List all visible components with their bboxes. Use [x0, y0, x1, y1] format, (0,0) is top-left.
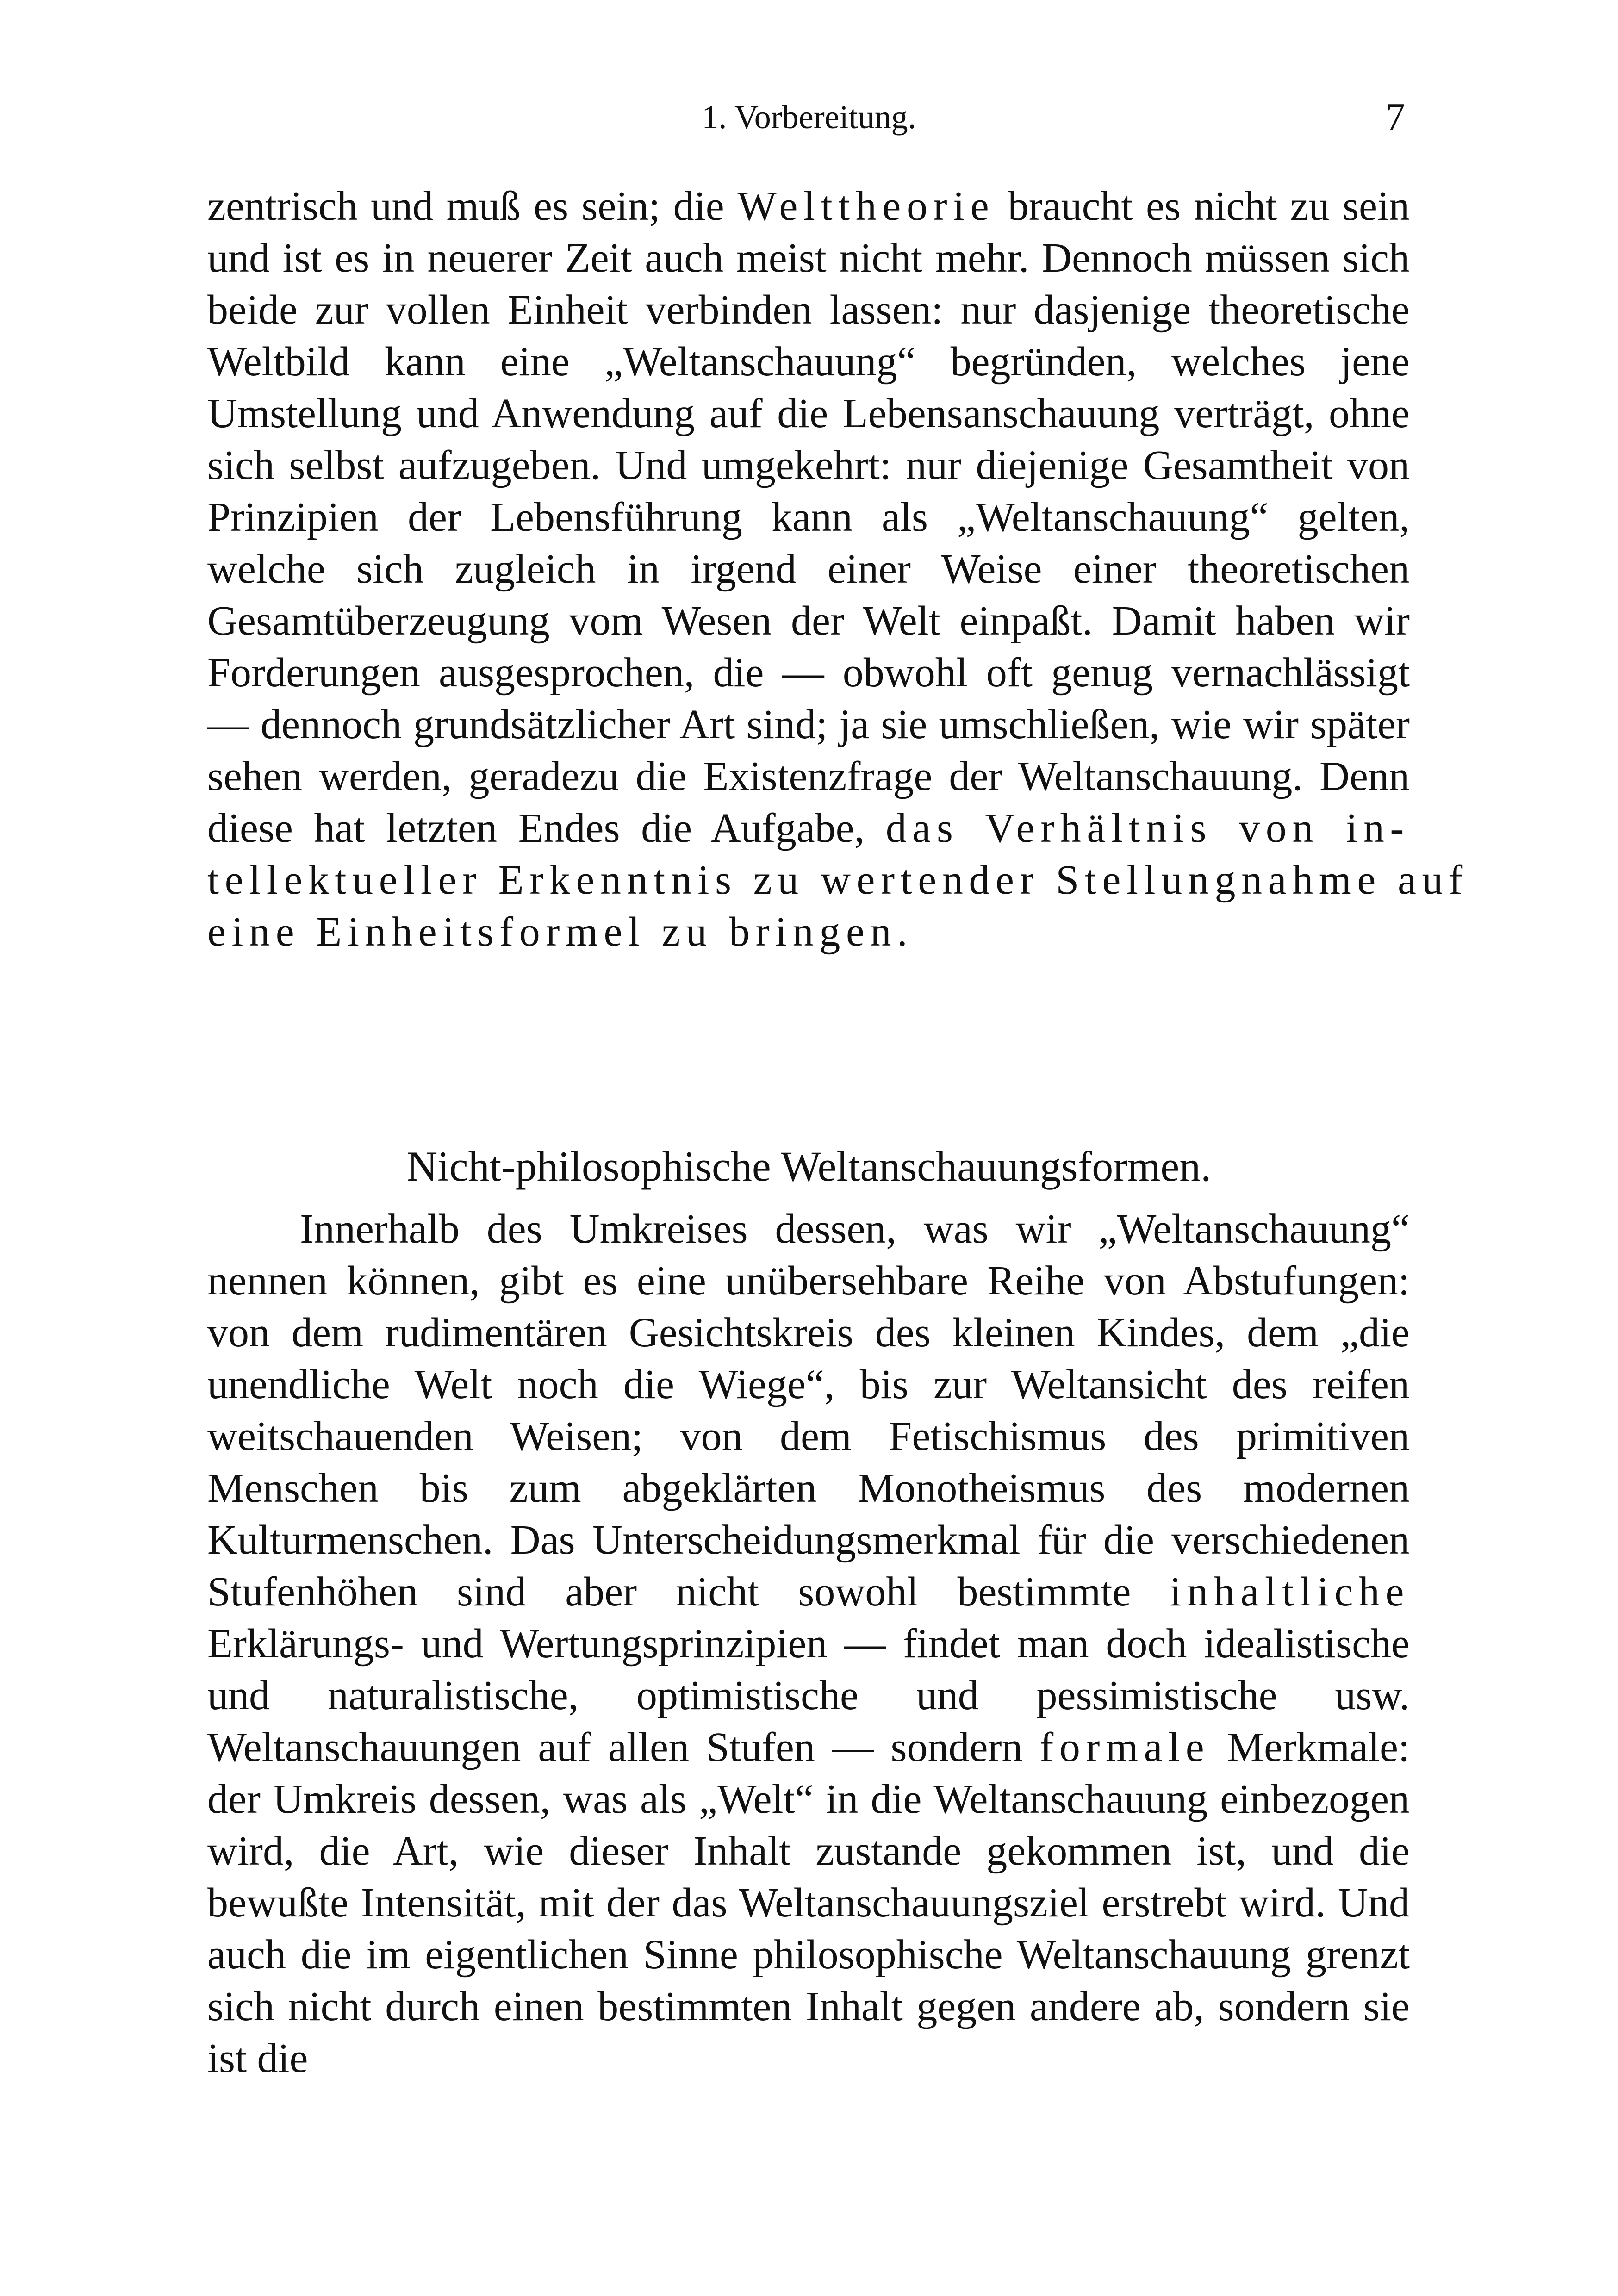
text-line: [207, 1566, 1410, 1618]
text-line: Kulturmenschen. Das Unterscheidungsmerkmal für die verschiedenen: [207, 1517, 1410, 1563]
text-line: Forderungen ausgesprochen, die — obwohl oft genug vernachlässigt: [207, 650, 1410, 696]
text-line: beide zur vollen Einheit verbinden lassen: nur dasjenige theoretische: [207, 287, 1410, 333]
text-run: diese hat letzten Endes die Aufgabe,: [207, 805, 886, 851]
text-line: ist die: [207, 2035, 308, 2081]
running-head: 1. Vorbereitung.: [702, 99, 916, 136]
text-line: — dennoch grundsätzlicher Art sind; ja sie umschließen, wie wir später: [207, 702, 1410, 747]
text-line: nennen können, gibt es eine unübersehbare Reihe von Abstufungen:: [207, 1258, 1410, 1304]
text-run: Weltanschauungen auf allen Stufen — sondern: [207, 1724, 1040, 1770]
text-line: sehen werden, geradezu die Existenzfrage der Weltanschauung. Denn: [207, 753, 1410, 799]
text-line: auch die im eigentlichen Sinne philosophische Weltanschauung grenzt: [207, 1932, 1410, 1978]
text-line: Weltbild kann eine „Weltanschauung“ begründen, welches jene: [207, 339, 1410, 385]
text-line: und ist es in neuerer Zeit auch meist nicht mehr. Dennoch müssen sich: [207, 235, 1410, 281]
text-line: bewußte Intensität, mit der das Weltanschauungsziel erstrebt wird. Und: [207, 1880, 1410, 1926]
spaced-emphasis: formale: [1039, 1724, 1210, 1770]
spaced-emphasis: Welttheorie: [737, 183, 995, 229]
text-line: unendliche Welt noch die Wiege“, bis zur Weltansicht des reifen: [207, 1362, 1410, 1407]
text-line: welche sich zugleich in irgend einer Weise einer theoretischen: [207, 546, 1410, 592]
text-line: eine Einheitsformel zu bringen.: [207, 909, 914, 955]
paragraph-1: [207, 180, 1469, 958]
text-line: und naturalistische, optimistische und pessimistische usw.: [207, 1673, 1410, 1718]
text-line: Innerhalb des Umkreises dessen, was wir „Weltanschauung“: [300, 1206, 1410, 1252]
text-line: sich nicht durch einen bestimmten Inhalt gegen andere ab, sondern sie: [207, 1984, 1410, 2029]
text-line: der Umkreis dessen, was als „Welt“ in die Weltanschauung einbezogen: [207, 1776, 1410, 1822]
section-heading: Nicht-philosophische Weltanschauungsformen.: [406, 1143, 1212, 1190]
text-line: [207, 180, 1410, 232]
text-line: Prinzipien der Lebensführung kann als „Weltanschauung“ gelten,: [207, 494, 1410, 540]
text-line: [207, 803, 1410, 854]
text-run: Merkmale:: [1210, 1724, 1410, 1770]
text-line: wird, die Art, wie dieser Inhalt zustande gekommen ist, und die: [207, 1828, 1410, 1874]
text-line: Umstellung und Anwendung auf die Lebensanschauung verträgt, ohne: [207, 391, 1410, 436]
text-line: Gesamtüberzeugung vom Wesen der Welt einpaßt. Damit haben wir: [207, 598, 1410, 644]
text-line: Erklärungs- und Wertungsprinzipien — findet man doch idealistische: [207, 1621, 1410, 1667]
text-run: braucht es nicht zu sein: [995, 183, 1410, 229]
spaced-emphasis: inhaltliche: [1170, 1569, 1410, 1615]
text-line: [207, 1722, 1410, 1773]
text-run: zentrisch und muß es sein; die: [207, 183, 738, 229]
text-line: Menschen bis zum abgeklärten Monotheismus des modernen: [207, 1465, 1410, 1511]
text-run: Stufenhöhen sind aber nicht sowohl bestimmte: [207, 1569, 1170, 1615]
text-line: tellektueller Erkenntnis zu wertender Stellungnahme auf: [207, 857, 1469, 903]
spaced-emphasis: das Verhältnis von in-: [885, 805, 1410, 851]
text-line: weitschauenden Weisen; von dem Fetischismus des primitiven: [207, 1413, 1410, 1459]
page-number: 7: [1386, 95, 1405, 138]
text-line: von dem rudimentären Gesichtskreis des kleinen Kindes, dem „die: [207, 1310, 1410, 1356]
paragraph-2: [207, 1203, 1410, 2084]
text-line: sich selbst aufzugeben. Und umgekehrt: nur diejenige Gesamtheit von: [207, 442, 1410, 488]
